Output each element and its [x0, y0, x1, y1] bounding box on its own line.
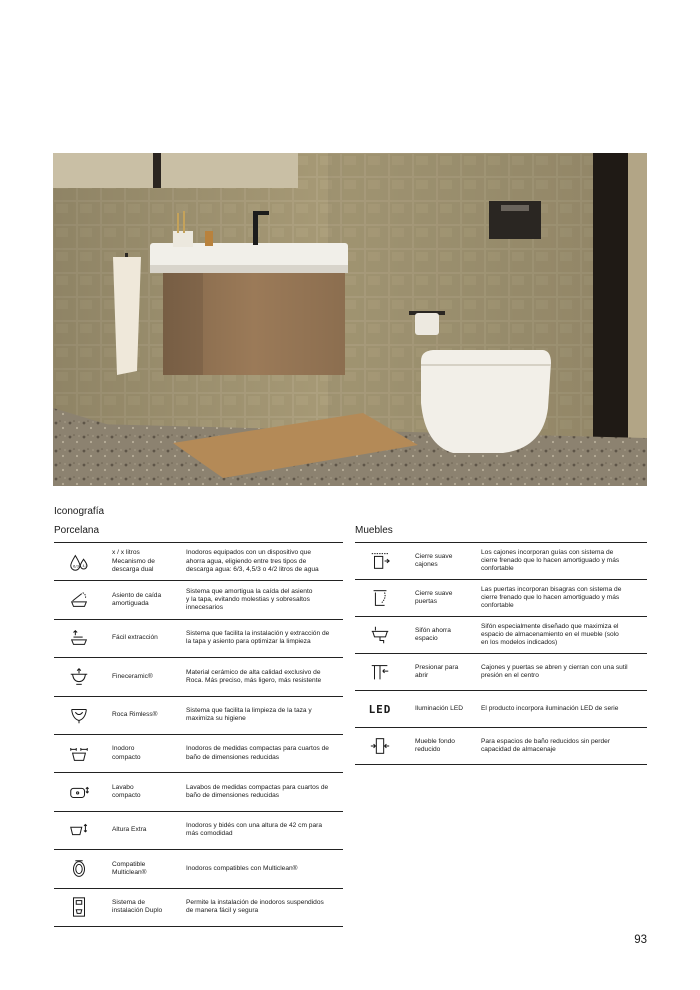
muebles-table	[355, 542, 647, 765]
row-description: Inodoros equipados con un dispositivo que ahorra agua, eligiendo entre tres tipos de descarga agua: 6/3, 4,5/3 o 4/2 litros de agua	[186, 549, 319, 573]
row-description: Cajones y puertas se abren y cierran con una sutil presión en el centro	[481, 663, 628, 679]
table-row	[54, 581, 343, 619]
row-description: Sistema que facilita la instalación y extracción de la tapa y asiento para optimizar la limpieza	[186, 630, 330, 646]
led-icon	[355, 703, 405, 716]
table-row	[54, 850, 343, 888]
row-description: Sistema que amortigua la caída del asiento y la tapa, evitando molestias y sobresaltos innecesarios	[186, 587, 313, 612]
table-row	[54, 812, 343, 850]
row-description: Lavabos de medidas compactas para cuartos de baño de dimensiones reducidas	[186, 783, 329, 800]
row-label: Roca Rimless®	[112, 711, 158, 719]
row-label: Cierre suave puertas	[415, 589, 453, 605]
svg-text:6/3: 6/3	[73, 564, 79, 569]
easy-removal-seat-icon	[54, 627, 104, 649]
row-label: Presionar para abrir	[415, 663, 459, 679]
table-row	[54, 773, 343, 811]
row-description: Inodoros de medidas compactas para cuartos de baño de dimensiones reducidas	[186, 745, 329, 761]
water-drop-dual-icon	[54, 551, 104, 573]
row-description: Para espacios de baño reducidos sin perder capacidad de almacenaje	[481, 737, 611, 753]
muebles-title: Muebles	[355, 525, 393, 536]
multiclean-icon	[54, 858, 104, 880]
table-row	[355, 728, 647, 765]
soft-close-door-icon	[355, 587, 405, 609]
bathroom-photo	[53, 153, 647, 486]
compact-toilet-icon	[54, 743, 104, 765]
extra-height-icon	[54, 819, 104, 841]
row-label: x / x litros Mecanismo de descarga dual	[112, 549, 155, 573]
row-label: Altura Extra	[112, 826, 147, 834]
push-open-icon	[355, 661, 405, 683]
siphon-icon	[355, 624, 405, 646]
section-title: Iconografía	[54, 506, 105, 517]
compact-basin-icon	[54, 781, 104, 803]
fineceramic-icon	[54, 666, 104, 688]
table-row	[54, 620, 343, 658]
table-row	[54, 735, 343, 773]
page-number: 93	[634, 934, 647, 946]
row-description: Inodoros compatibles con Multiclean®	[186, 864, 298, 872]
row-description: Los cajones incorporan guías con sistema de cierre frenado que lo hacen amortiguado y más confortable	[481, 548, 620, 573]
row-label: Cierre suave cajones	[415, 552, 453, 568]
row-label: Mueble fondo reducido	[415, 737, 455, 753]
led-icon-text: LED	[368, 702, 392, 716]
table-row	[355, 654, 647, 691]
row-label: Fácil extracción	[112, 634, 158, 642]
reduced-depth-icon	[355, 735, 405, 757]
row-description: Inodoros y bidés con una altura de 42 cm para más comodidad	[186, 822, 322, 838]
porcelana-table	[54, 542, 343, 927]
soft-close-drawer-icon	[355, 550, 405, 572]
row-description: Sifón especialmente diseñado que maximiza el espacio de almacenamiento en el mueble (solo en los modelos indicados)	[481, 622, 619, 647]
table-row	[54, 889, 343, 927]
row-description: Permite la instalación de inodoros suspendidos de manera fácil y segura	[186, 899, 324, 915]
table-row	[54, 658, 343, 696]
row-label: Inodoro compacto	[112, 745, 141, 761]
table-row	[54, 543, 343, 581]
table-row	[355, 580, 647, 617]
duplo-system-icon	[54, 896, 104, 918]
row-description: Las puertas incorporan bisagras con sistema de cierre frenado que lo hacen amortiguado y más confortable	[481, 585, 622, 610]
porcelana-title: Porcelana	[54, 525, 100, 536]
row-label: Sistema de instalación Duplo	[112, 899, 163, 915]
row-description: Material cerámico de alta calidad exclusivo de Roca. Más preciso, más ligero, más resistente	[186, 668, 322, 684]
row-label: Fineceramic®	[112, 672, 153, 680]
row-label: Asiento de caída amortiguada	[112, 591, 162, 608]
row-label: Lavabo compacto	[112, 783, 141, 800]
row-label: Iluminación LED	[415, 704, 464, 712]
row-label: Sifón ahorra espacio	[415, 626, 451, 642]
row-description: El producto incorpora iluminación LED de serie	[481, 704, 619, 712]
soft-close-seat-icon	[54, 589, 104, 611]
rimless-icon	[54, 704, 104, 726]
svg-text:4,5: 4,5	[82, 563, 88, 568]
row-label: Compatible Multiclean®	[112, 860, 147, 876]
table-row	[355, 617, 647, 654]
table-row	[355, 691, 647, 728]
row-description: Sistema que facilita la limpieza de la taza y maximiza su higiene	[186, 707, 312, 723]
table-row	[54, 697, 343, 735]
table-row	[355, 543, 647, 580]
